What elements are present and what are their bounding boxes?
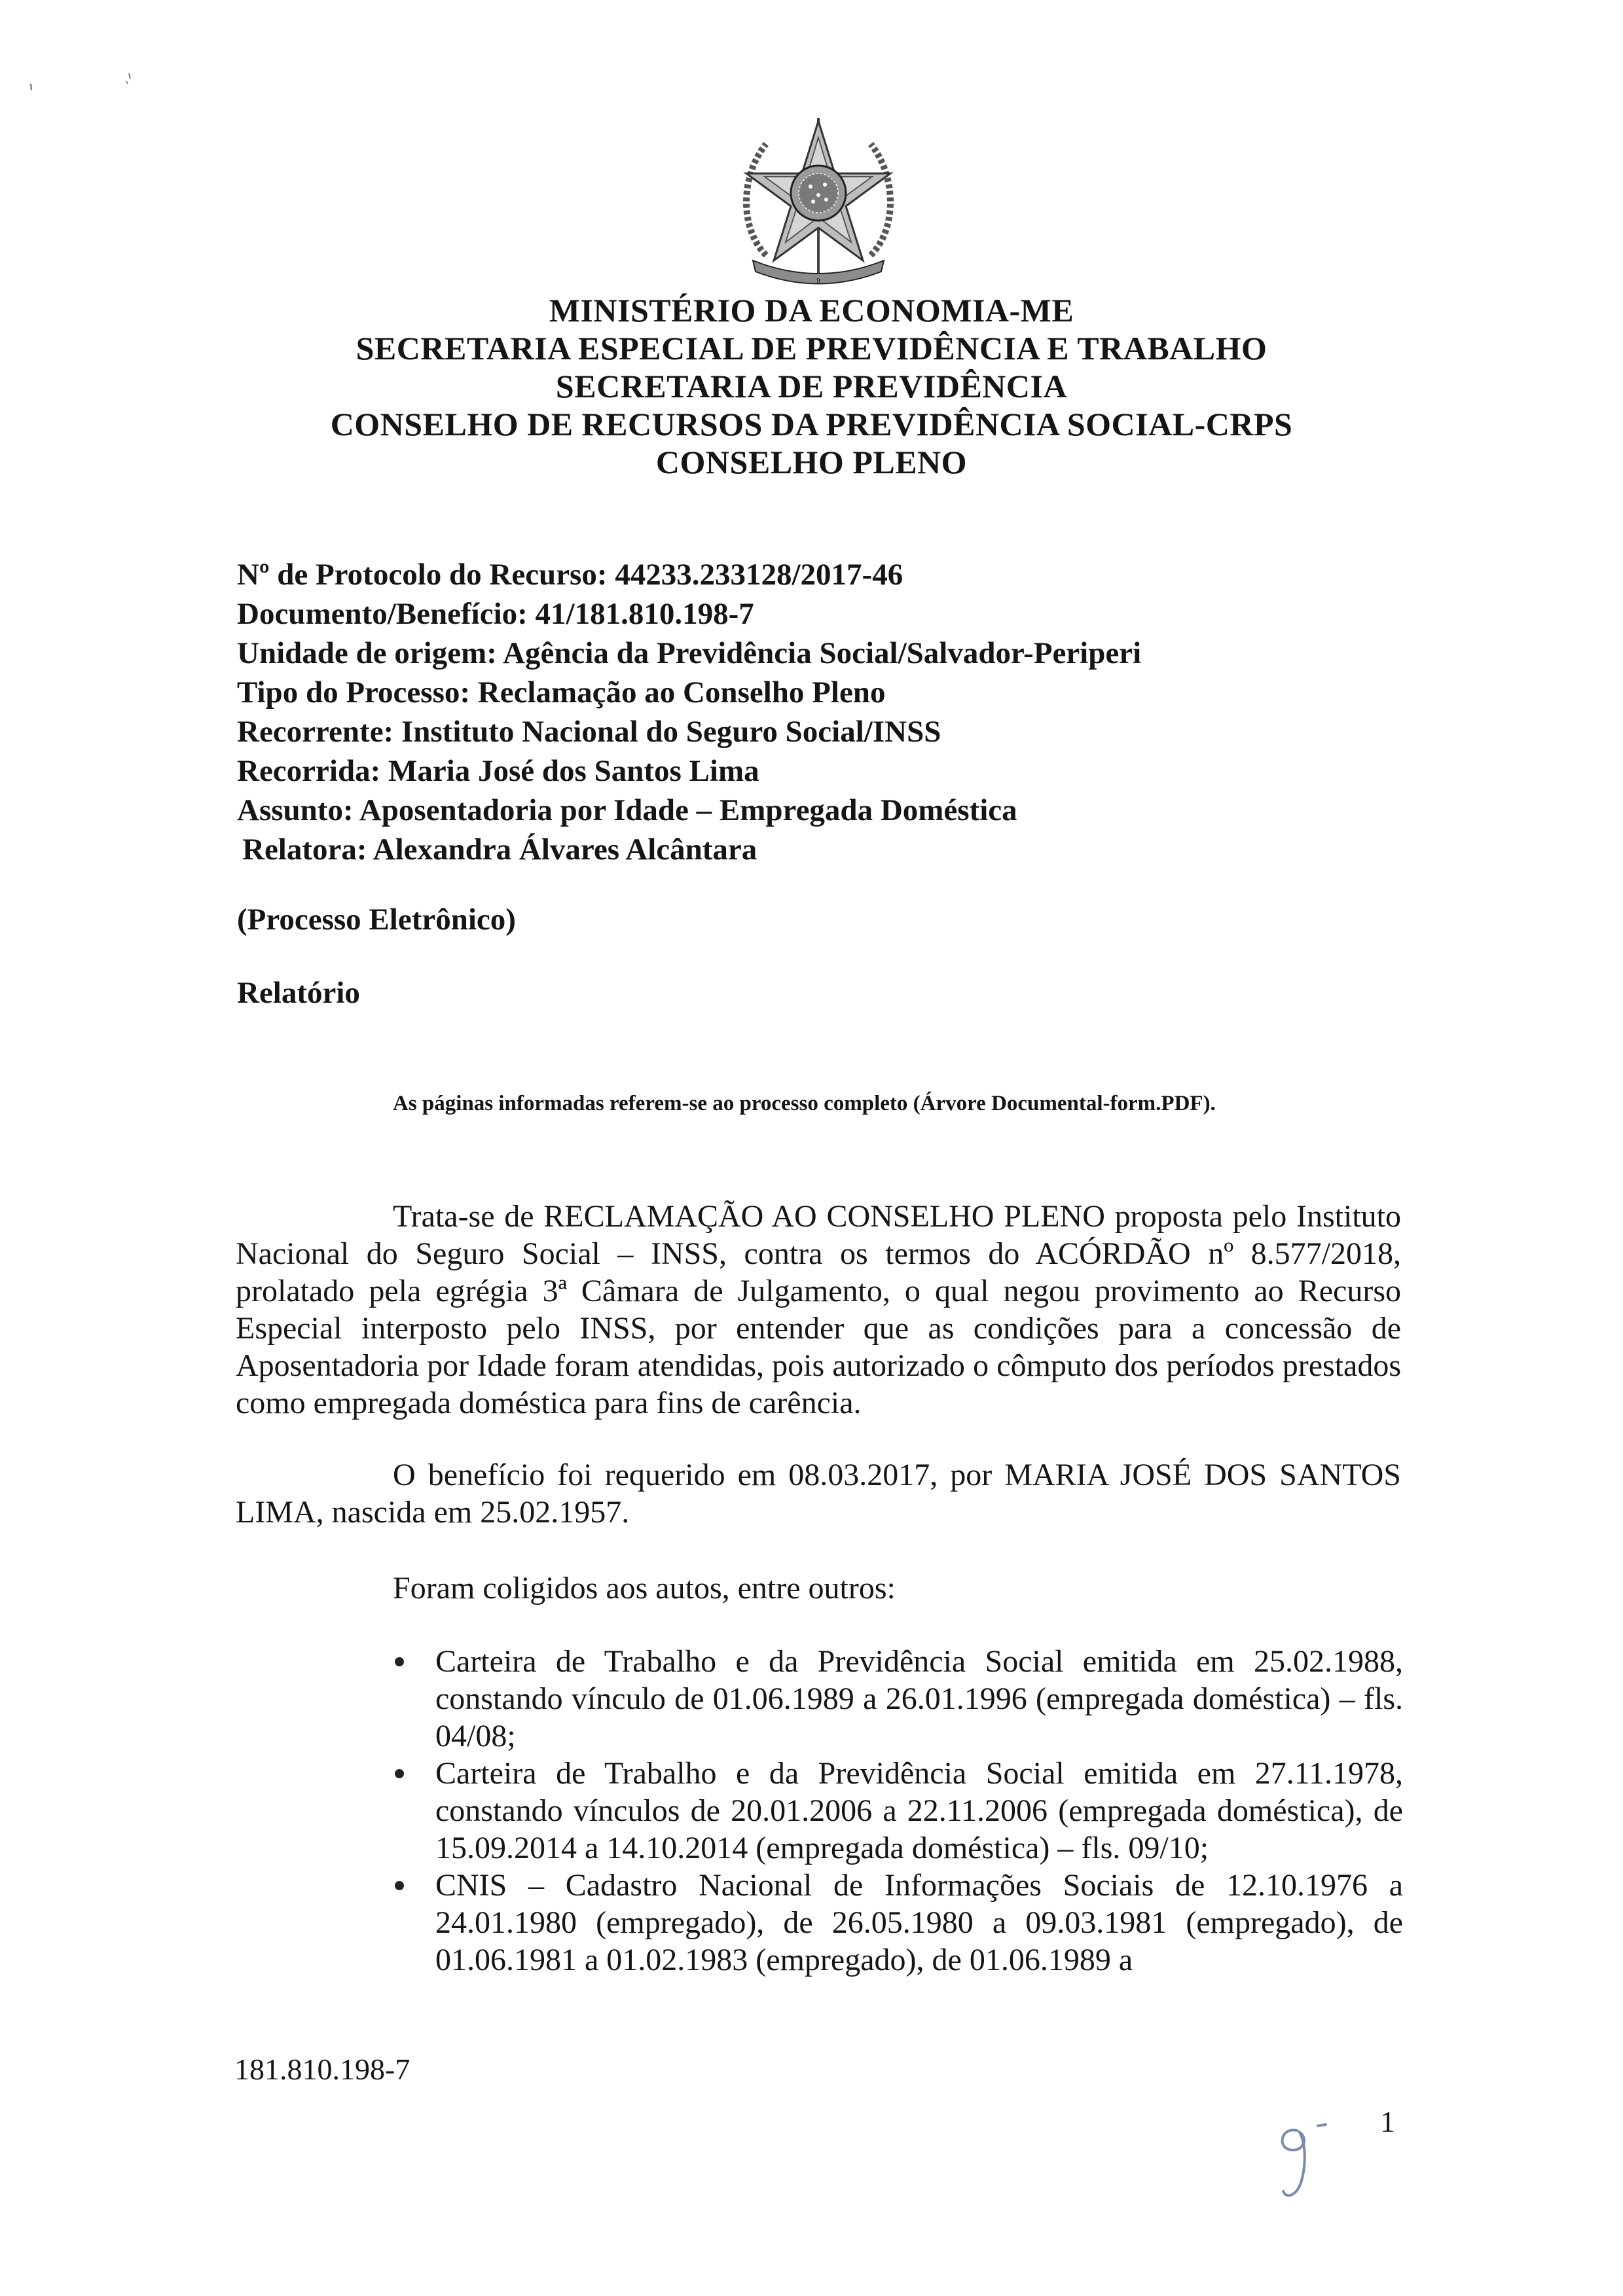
electronic-process-label: (Processo Eletrônico) [237, 903, 516, 937]
protocol-number: Nº de Protocolo do Recurso: 44233.233128/2017-46 [237, 558, 903, 592]
svg-text:9: 9 [816, 278, 820, 285]
evidence-list [435, 1643, 1403, 1979]
paragraph-claim: Trata-se de RECLAMAÇÃO AO CONSELHO PLENO proposta pelo Instituto Nacional do Seguro Social – INSS, contra os termos do ACÓRDÃO nº 8.577/2018, prolatado pela egrégia 3ª Câmara de Julgamento, o qual negou provimento ao Recurso Especial interposto pelo INSS, por entender que as condições para a concessão de Aposentadoria por Idade foram atendidas, pois autorizado o cômputo dos períodos prestados como empregada doméstica para fins de carência. [236, 1199, 1401, 1420]
bullet-icon [395, 1881, 404, 1890]
list-item: Carteira de Trabalho e da Previdência Social emitida em 27.11.1978, constando vínculos de 20.01.2006 a 22.11.2006 (empregada doméstica), de 15.09.2014 a 14.10.2014 (empregada doméstica) – fls. 09/10; [435, 1755, 1403, 1867]
case-metadata [237, 555, 1481, 869]
header-secretariat: SECRETARIA DE PREVIDÊNCIA [555, 368, 1068, 404]
paragraph-benefit: O benefício foi requerido em 08.03.2017, por MARIA JOSÉ DOS SANTOS LIMA, nascida em 25.02.1957. [236, 1458, 1401, 1530]
benefit-document: Documento/Benefício: 41/181.810.198-7 [237, 597, 754, 631]
header-special-secretariat: SECRETARIA ESPECIAL DE PREVIDÊNCIA E TRABALHO [356, 330, 1267, 367]
handwritten-initial-icon [1260, 2114, 1339, 2206]
bullet-icon [395, 1769, 404, 1778]
process-type: Tipo do Processo: Reclamação ao Conselho Pleno [237, 675, 886, 709]
subject: Assunto: Aposentadoria por Idade – Empregada Doméstica [237, 793, 1017, 827]
rapporteur: Relatora: Alexandra Álvares Alcântara [242, 833, 757, 867]
origin-unit: Unidade de origem: Agência da Previdência Social/Salvador-Periperi [237, 636, 1142, 670]
bullet-icon [395, 1657, 404, 1666]
appellant: Recorrente: Instituto Nacional do Seguro Social/INSS [237, 715, 941, 749]
list-item: Carteira de Trabalho e da Previdência Social emitida em 25.02.1988, constando vínculo de 01.06.1989 a 26.01.1996 (empregada doméstica) – fls. 04/08; [435, 1643, 1403, 1755]
report-heading: Relatório [237, 976, 360, 1010]
pages-note: As páginas informadas referem-se ao processo completo (Árvore Documental-form.PDF). [393, 1092, 1216, 1115]
paragraph-evidence-intro: Foram coligidos aos autos, entre outros: [393, 1571, 896, 1605]
brazil-coat-of-arms-icon [727, 111, 910, 288]
document-header [0, 291, 1623, 481]
header-plenary: CONSELHO PLENO [655, 444, 968, 480]
footer-document-number: 181.810.198-7 [234, 2053, 410, 2086]
header-ministry: MINISTÉRIO DA ECONOMIA-ME [549, 292, 1074, 329]
page-number: 1 [1380, 2105, 1395, 2138]
appellee: Recorrida: Maria José dos Santos Lima [237, 754, 759, 788]
header-council: CONSELHO DE RECURSOS DA PREVIDÊNCIA SOCIAL-CRPS [330, 406, 1293, 442]
list-item: CNIS – Cadastro Nacional de Informações Sociais de 12.10.1976 a 24.01.1980 (empregado), de 26.05.1980 a 09.03.1981 (empregado), de 01.06.1981 a 01.02.1983 (empregado), de 01.06.1989 a [435, 1867, 1403, 1979]
